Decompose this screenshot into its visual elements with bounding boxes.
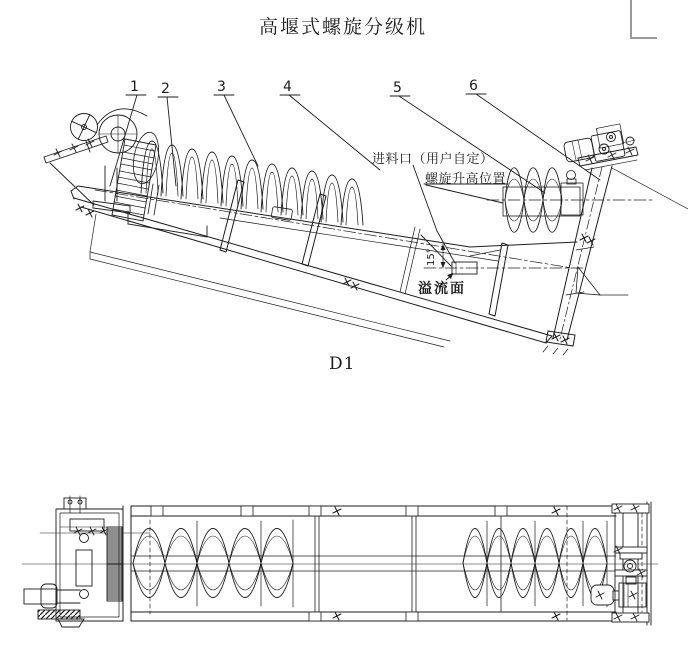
label-feed-inlet: 进料口（用户自定）	[372, 152, 494, 167]
phantom-raised-spiral	[487, 168, 653, 233]
callout-2: 2	[161, 81, 170, 97]
classifier-trough	[71, 180, 577, 347]
plan-view-drawing	[22, 496, 658, 627]
callout-leaders	[110, 94, 600, 193]
plan-spiral-left	[133, 520, 293, 607]
view-label-d1: D1	[329, 354, 356, 374]
callout-4: 4	[283, 79, 292, 95]
plan-lifting-rack	[107, 527, 122, 601]
drawing-title: 高堰式螺旋分级机	[259, 16, 428, 38]
dim-incline-angle: 15°	[426, 248, 437, 266]
callout-6: 6	[469, 78, 478, 94]
plan-spiral-shaft	[131, 556, 616, 571]
callout-1: 1	[130, 79, 139, 95]
plan-motor	[591, 585, 614, 605]
spiral-lifting-drive-unit	[563, 124, 638, 170]
side-view-drawing	[44, 94, 688, 355]
plan-right-drive	[591, 502, 651, 625]
upper-end-drive-mechanism	[44, 109, 162, 221]
lower-end-support-column	[543, 166, 688, 355]
callout-3: 3	[217, 79, 226, 95]
label-overflow-surface: 溢流面	[418, 281, 466, 297]
callout-5: 5	[393, 80, 402, 96]
label-spiral-raised-position: 螺旋升高位置	[425, 172, 507, 187]
